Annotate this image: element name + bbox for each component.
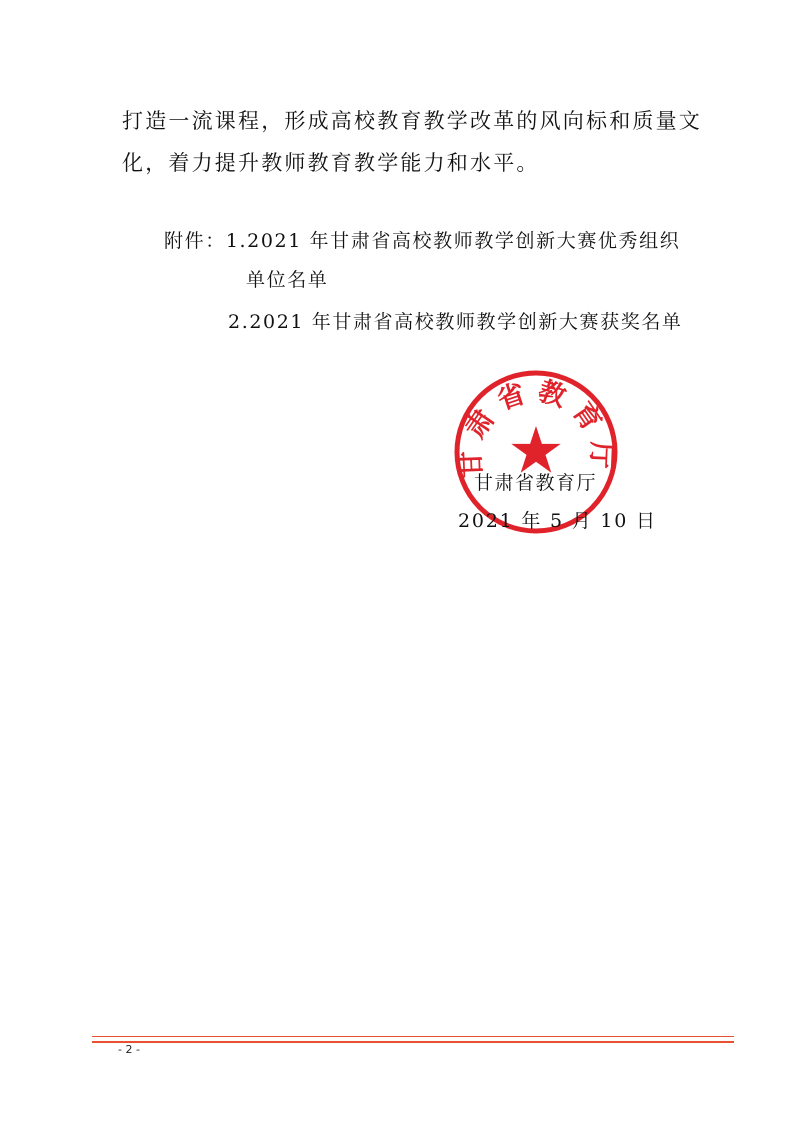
- body-paragraph-line-1: 打造一流课程，形成高校教育教学改革的风向标和质量文: [122, 109, 702, 133]
- issuing-authority: 甘肃省教育厅: [474, 472, 598, 494]
- attachment-prefix: 附件：: [164, 230, 226, 252]
- attachment-item-2: 2.2021 年甘肃省高校教师教学创新大赛获奖名单: [228, 311, 683, 333]
- attachment-item-1-continuation: 单位名单: [246, 269, 329, 291]
- body-paragraph-line-2: 化，着力提升教师教育教学能力和水平。: [122, 151, 540, 175]
- seal-star-icon: [511, 426, 560, 473]
- page-number: - 2 -: [118, 1043, 140, 1056]
- seal-arc-text-span: 甘肃省教育厅: [455, 375, 617, 479]
- issue-date: 2021 年 5 月 10 日: [458, 510, 657, 532]
- footer-rule-thin: [92, 1036, 734, 1037]
- footer-rule-thick: [92, 1041, 734, 1043]
- attachment-item-1-title: 1.2021 年甘肃省高校教师教学创新大赛优秀组织: [225, 230, 681, 252]
- attachment-item-1: [164, 228, 680, 254]
